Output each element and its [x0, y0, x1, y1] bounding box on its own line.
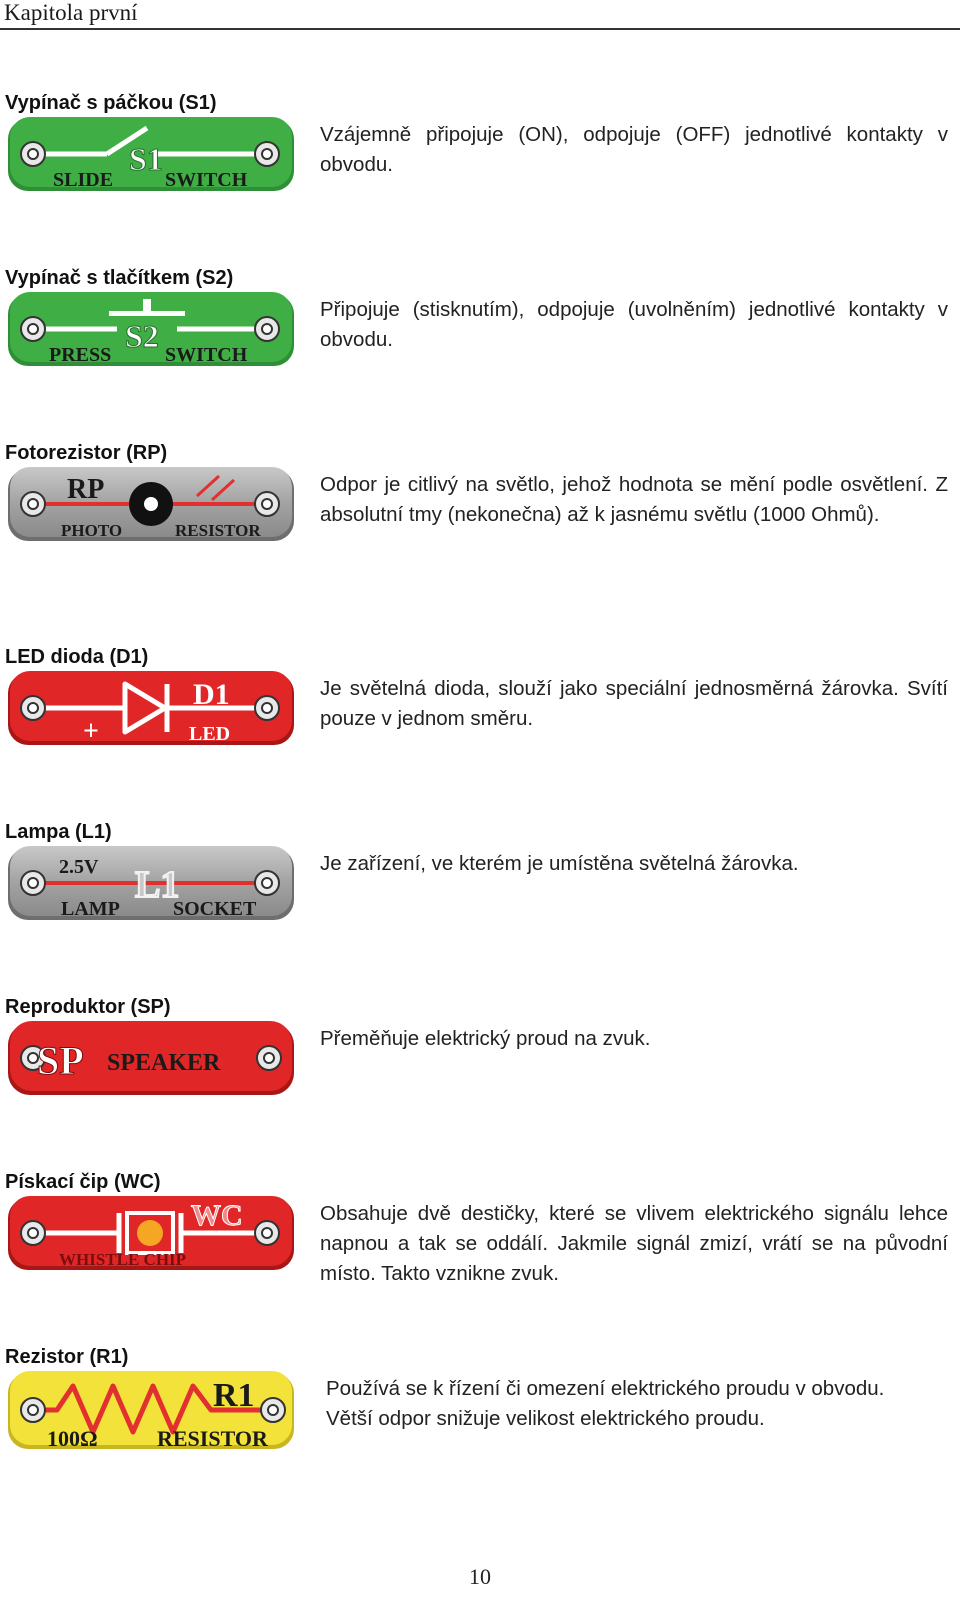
page-header	[0, 0, 960, 30]
description-line: Větší odpor snižuje velikost elektrického proudu.	[326, 1407, 765, 1430]
part-label-left: SLIDE	[53, 169, 114, 191]
section-title: LED dioda (D1)	[5, 646, 149, 668]
part-label-left: PRESS	[49, 344, 112, 366]
part-code: SP	[37, 1038, 84, 1083]
part-code: WC	[191, 1199, 243, 1232]
resistor-part-image	[7, 1370, 297, 1451]
voltage-label: 2.5V	[59, 856, 99, 878]
section-title: Pískací čip (WC)	[5, 1171, 161, 1193]
part-code: R1	[213, 1377, 255, 1414]
led-diode-part-image	[7, 670, 297, 748]
part-label-right: RESISTOR	[157, 1426, 268, 1451]
section-description: Odpor je citlivý na světlo, jehož hodnota se mění podle osvětlení. Z absolutní tmy (nekonečna) až k jasnému světlu (1000 Ohmů).	[320, 473, 948, 526]
section-description: Je zařízení, ve kterém je umístěna světelná žárovka.	[320, 852, 799, 875]
part-label-right: RESISTOR	[175, 521, 261, 540]
section-title: Lampa (L1)	[5, 821, 112, 843]
part-code: S1	[129, 141, 163, 177]
part-label: SPEAKER	[107, 1050, 221, 1076]
part-label-left: LAMP	[61, 898, 120, 920]
part-label-left: 100Ω	[47, 1426, 98, 1451]
section-title: Vypínač s tlačítkem (S2)	[5, 267, 234, 289]
section-title: Vypínač s páčkou (S1)	[5, 92, 217, 114]
section-description	[326, 1374, 950, 1434]
section-description: Obsahuje dvě destičky, které se vlivem elektrického signálu lehce napnou a tak se oddálí. Jakmile signál zmizí, vrátí se na původní místo. Takto vznikne zvuk.	[320, 1202, 948, 1285]
section-title: Fotorezistor (RP)	[5, 442, 168, 464]
section-description: Připojuje (stisknutím), odpojuje (uvolněním) jednotlivé kontakty v obvodu.	[320, 298, 948, 351]
page-number: 10	[469, 1564, 491, 1589]
section-description: Vzájemně připojuje (ON), odpojuje (OFF) jednotlivé kontakty v obvodu.	[320, 123, 948, 176]
photo-resistor-part-image	[7, 466, 297, 544]
part-label-left: PHOTO	[61, 521, 123, 540]
part-label-right: SOCKET	[173, 898, 257, 920]
press-switch-part-image	[7, 291, 297, 369]
part-code: S2	[125, 318, 159, 354]
part-label-right: SWITCH	[165, 169, 248, 191]
plus-sign: +	[83, 716, 99, 747]
slide-switch-part-image	[7, 116, 297, 194]
section-description: Přeměňuje elektrický proud na zvuk.	[320, 1027, 651, 1050]
section-title: Reproduktor (SP)	[5, 996, 171, 1018]
whistle-chip-part-image	[7, 1195, 297, 1273]
section-title: Rezistor (R1)	[5, 1346, 129, 1368]
part-code: L1	[135, 864, 180, 906]
chapter-title: Kapitola první	[4, 0, 138, 25]
part-label-right: SWITCH	[165, 344, 248, 366]
part-code: RP	[67, 474, 105, 505]
description-line: Používá se k řízení či omezení elektrického proudu v obvodu.	[326, 1377, 885, 1400]
part-code: D1	[193, 678, 230, 711]
part-label: WHISTLE CHIP	[59, 1250, 187, 1269]
speaker-part-image	[7, 1020, 297, 1098]
section-description: Je světelná dioda, slouží jako speciální jednosměrná žárovka. Svítí pouze v jednom směru.	[320, 677, 948, 730]
lamp-part-image	[7, 845, 297, 923]
part-label-right: LED	[189, 723, 231, 745]
